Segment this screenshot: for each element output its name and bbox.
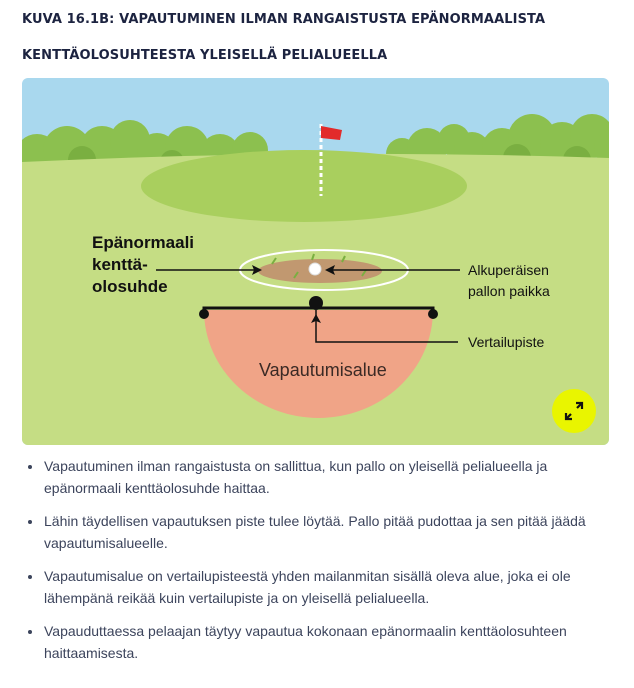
rule-bullet-list	[22, 455, 612, 675]
bracket-end-left	[199, 309, 209, 319]
bracket-end-right	[428, 309, 438, 319]
condition-label-line-1: Epänormaali	[92, 233, 195, 252]
expand-icon	[563, 400, 585, 422]
reference-point-label: Vertailupiste	[468, 334, 545, 350]
putting-green	[141, 150, 467, 222]
condition-label-line-2: kenttä-	[92, 255, 148, 274]
original-ball-label-line-1: Alkuperäisen	[468, 262, 549, 278]
list-item: Lähin täydellisen vapautuksen piste tulee löytää. Pallo pitää pudottaa ja sen pitää jäädä vapautumisalueelle.	[22, 510, 612, 554]
list-item: Vapautuminen ilman rangaistusta on sallittua, kun pallo on yleisellä pelialueella ja epänormaali kenttäolosuhde haittaa.	[22, 455, 612, 499]
condition-label-line-3: olosuhde	[92, 277, 168, 296]
reference-point	[309, 296, 323, 310]
diagram-illustration	[22, 78, 609, 445]
original-ball-label-line-2: pallon paikka	[468, 283, 550, 299]
figure-title-line-1: KUVA 16.1B: VAPAUTUMINEN ILMAN RANGAISTUSTA EPÄNORMAALISTA	[22, 12, 546, 27]
list-item: Vapauduttaessa pelaajan täytyy vapautua kokonaan epänormaalin kenttäolosuhteen haittaamisesta.	[22, 620, 612, 664]
relief-area-label: Vapautumisalue	[259, 360, 387, 380]
list-item: Vapautumisalue on vertailupisteestä yhden mailanmitan sisällä oleva alue, joka ei ole lähempänä reikää kuin vertailupiste ja on yleisellä pelialueella.	[22, 565, 612, 609]
relief-diagram	[22, 78, 609, 445]
figure-title-line-2: KENTTÄOLOSUHTEESTA YLEISELLÄ PELIALUEELLA	[22, 48, 388, 63]
golf-ball	[309, 263, 321, 275]
expand-image-button[interactable]	[552, 389, 596, 433]
